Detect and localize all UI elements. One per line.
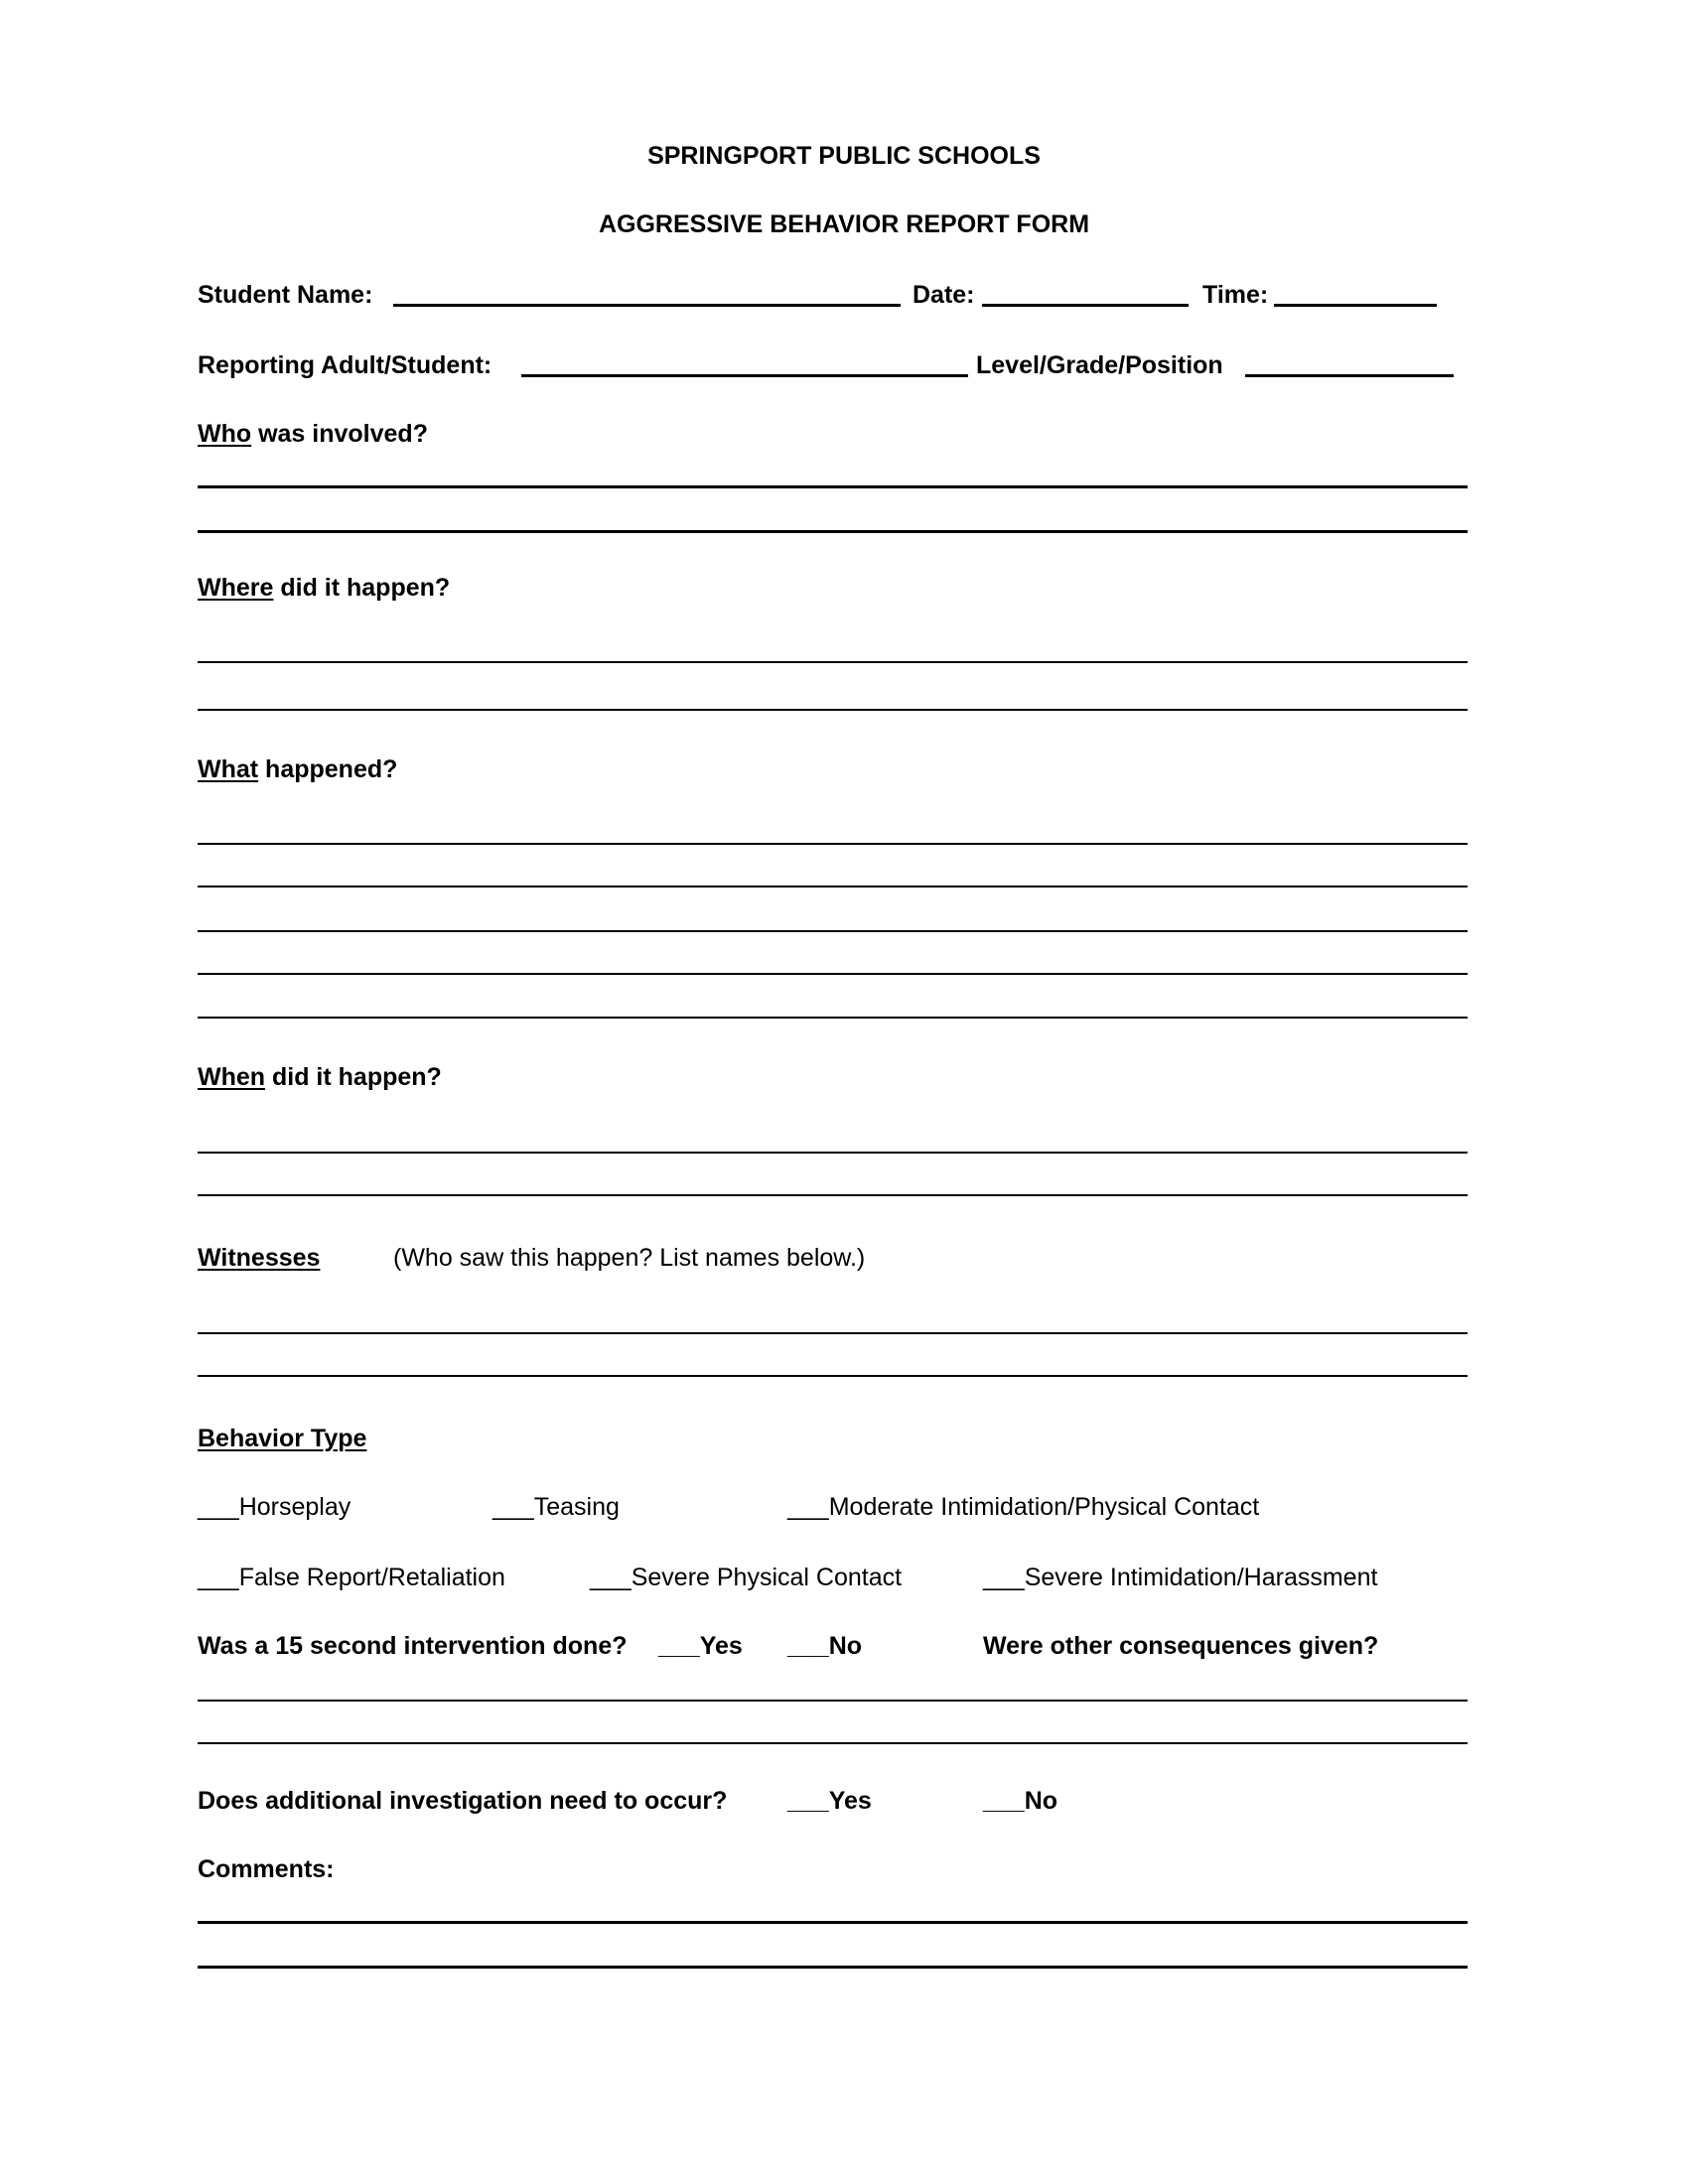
what-rest: happened?	[258, 755, 398, 783]
behavior-option-false-report[interactable]: ___False Report/Retaliation	[198, 1564, 505, 1591]
witnesses-line[interactable]	[198, 1375, 1468, 1377]
who-key: Who	[198, 420, 252, 448]
where-line[interactable]	[198, 709, 1468, 711]
form-title: AGGRESSIVE BEHAVIOR REPORT FORM	[598, 210, 1090, 238]
when-line[interactable]	[198, 1194, 1468, 1196]
witnesses-note: (Who saw this happen? List names below.)	[393, 1244, 866, 1272]
consequences-line[interactable]	[198, 1700, 1468, 1702]
where-heading	[198, 573, 450, 603]
what-key: What	[198, 755, 259, 783]
reporting-label: Reporting Adult/Student:	[198, 351, 492, 379]
comments-line[interactable]	[198, 1921, 1468, 1924]
what-line[interactable]	[198, 1017, 1468, 1019]
investigation-yes[interactable]: ___Yes	[787, 1787, 872, 1815]
school-name: SPRINGPORT PUBLIC SCHOOLS	[647, 142, 1041, 170]
level-field[interactable]	[1245, 374, 1454, 377]
comments-line[interactable]	[198, 1966, 1468, 1969]
behavior-type-heading: Behavior Type	[198, 1425, 367, 1452]
witnesses-heading: Witnesses	[198, 1244, 321, 1272]
what-heading	[198, 754, 397, 784]
behavior-option-severe-intimidation[interactable]: ___Severe Intimidation/Harassment	[983, 1564, 1378, 1591]
when-line[interactable]	[198, 1152, 1468, 1154]
when-rest: did it happen?	[265, 1063, 442, 1091]
behavior-option-horseplay[interactable]: ___Horseplay	[198, 1493, 352, 1521]
where-line[interactable]	[198, 661, 1468, 663]
student-name-label: Student Name:	[198, 281, 373, 309]
what-line[interactable]	[198, 886, 1468, 887]
reporting-field[interactable]	[521, 374, 968, 377]
where-rest: did it happen?	[273, 574, 451, 602]
level-label: Level/Grade/Position	[976, 351, 1223, 379]
what-line[interactable]	[198, 843, 1468, 845]
investigation-no[interactable]: ___No	[983, 1787, 1058, 1815]
who-line[interactable]	[198, 530, 1468, 533]
where-key: Where	[198, 574, 274, 602]
intervention-yes[interactable]: ___Yes	[658, 1632, 743, 1660]
who-line[interactable]	[198, 485, 1468, 488]
witnesses-line[interactable]	[198, 1332, 1468, 1334]
who-heading	[198, 419, 428, 449]
behavior-option-severe-physical[interactable]: ___Severe Physical Contact	[590, 1564, 903, 1591]
when-heading	[198, 1062, 442, 1092]
when-key: When	[198, 1063, 266, 1091]
intervention-no[interactable]: ___No	[787, 1632, 863, 1660]
student-name-field[interactable]	[393, 304, 901, 307]
time-label: Time:	[1202, 281, 1269, 309]
comments-label: Comments:	[198, 1855, 335, 1883]
what-line[interactable]	[198, 973, 1468, 975]
intervention-question: Was a 15 second intervention done?	[198, 1632, 628, 1660]
date-field[interactable]	[982, 304, 1189, 307]
who-rest: was involved?	[251, 420, 428, 448]
consequences-line[interactable]	[198, 1742, 1468, 1744]
investigation-question: Does additional investigation need to occur?	[198, 1787, 728, 1815]
consequences-question: Were other consequences given?	[983, 1632, 1379, 1660]
what-line[interactable]	[198, 930, 1468, 932]
behavior-option-moderate-intimidation[interactable]: ___Moderate Intimidation/Physical Contact	[787, 1493, 1260, 1521]
date-label: Date:	[913, 281, 975, 309]
behavior-option-teasing[interactable]: ___Teasing	[492, 1493, 620, 1521]
time-field[interactable]	[1274, 304, 1437, 307]
